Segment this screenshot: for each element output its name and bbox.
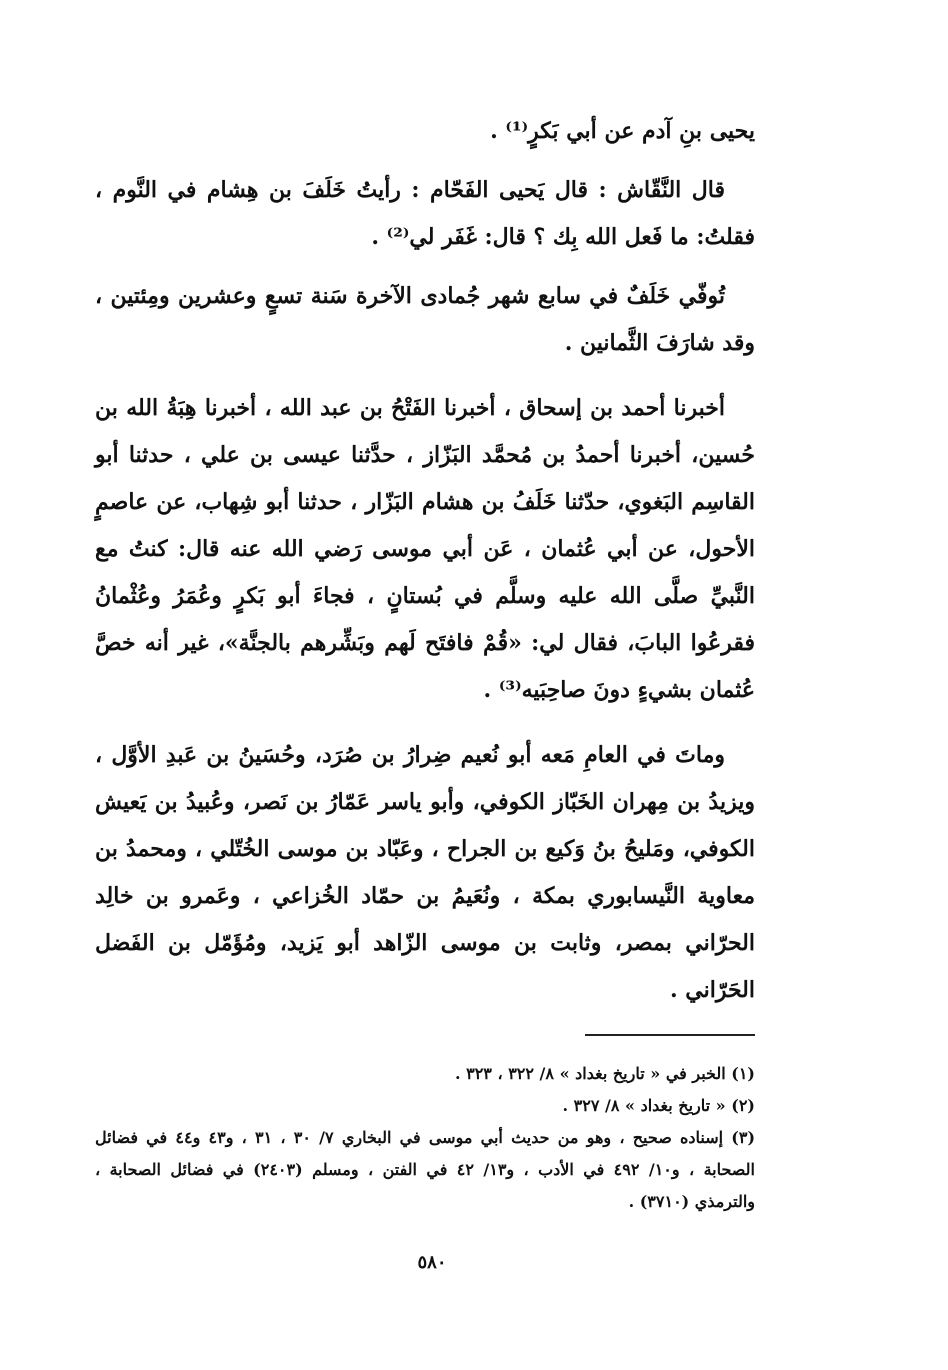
- main-text: [95, 108, 755, 1014]
- paragraph-3: تُوفّي خَلَفٌ في سابع شهر جُمادى الآخرة سَنة تسعٍ وعشرين ومِئتين ، وقد شارَفَ الثَّمانين .: [95, 283, 755, 356]
- footnotes: [95, 1058, 755, 1218]
- footnote-2: (٢) « تاريخ بغداد » ٨/ ٣٢٧ .: [562, 1096, 755, 1115]
- paragraph-2: قال النَّقّاش : قال يَحيى الفَحّام : رأيتُ خَلَفَ بن هِشام في النَّوم ، فقلتُ: ما فَعل الله بِك ؟ قال: غَفَر لي⁽²⁾ .: [95, 177, 755, 250]
- footnote-3: (٣) إسناده صحيح ، وهو من حديث أبي موسى في البخاري ٧/ ٣٠ ، ٣١ ، و٤٣ و٤٤ في فضائل الصحابة ، و١٠/ ٤٩٢ في الأدب ، و١٣/ ٤٢ في الفتن ، ومسلم (٢٤٠٣) في فضائل الصحابة ، والترمذي (٣٧١٠) .: [95, 1128, 756, 1211]
- paragraph-5: وماتَ في العامِ مَعه أبو نُعيم ضِرارُ بن صُرَد، وحُسَينُ بن عَبدِ الأوَّل ، ويزيدُ بن مِهران الخَبّاز الكوفي، وأبو ياسر عَمّارُ بن نَصر، وعُبيدُ بن يَعيش الكوفي، ومَليحُ بنُ وَكيع بن الجراح ، وعَبّاد بن موسى الخُتّلي ، ومحمدُ بن معاوية النَّيسابوري بمكة ، ونُعَيمُ بن حمّاد الخُزاعي ، وعَمرو بن خالِد الحرّاني بمصر، وثابت بن موسى الزّاهد أبو يَزيد، ومُؤَمّل بن الفَضل الحَرّاني .: [95, 742, 755, 1003]
- paragraph-1: يحيى بنِ آدم عن أبي بَكرٍ⁽¹⁾ .: [490, 118, 755, 144]
- page-number: [0, 1252, 948, 1273]
- paragraph-4: أخبرنا أحمد بن إسحاق ، أخبرنا الفَتْحُ بن عبد الله ، أخبرنا هِبَةُ الله بن حُسين، أخبرنا أحمدُ بن مُحمَّد البَزّاز ، حدَّثنا عيسى بن علي ، حدثنا أبو القاسِم البَغوي، حدّثنا خَلَفُ بن هشام البَزّار ، حدثنا أبو شِهاب، عن عاصمٍ الأحول، عن أبي عُثمان ، عَن أبي موسى رَضي الله عنه قال: كنتُ مع النَّبيِّ صلَّى الله عليه وسلَّم في بُستانٍ ، فجاءَ أبو بَكرٍ وعُمَرُ وعُثْمانُ فقرعُوا البابَ، فقال لي: «قُمْ فافتَح لَهم وبَشِّرهم بالجنَّة»، غير أنه خصَّ عُثمان بشيءٍ دونَ صاحِبَيه⁽³⁾ .: [95, 395, 755, 703]
- footnote-1: (١) الخبر في « تاريخ بغداد » ٨/ ٣٢٢ ، ٣٢٣ .: [454, 1064, 755, 1083]
- page-number-text: ٥٨٠: [417, 1252, 447, 1273]
- footnote-separator: [585, 1034, 755, 1036]
